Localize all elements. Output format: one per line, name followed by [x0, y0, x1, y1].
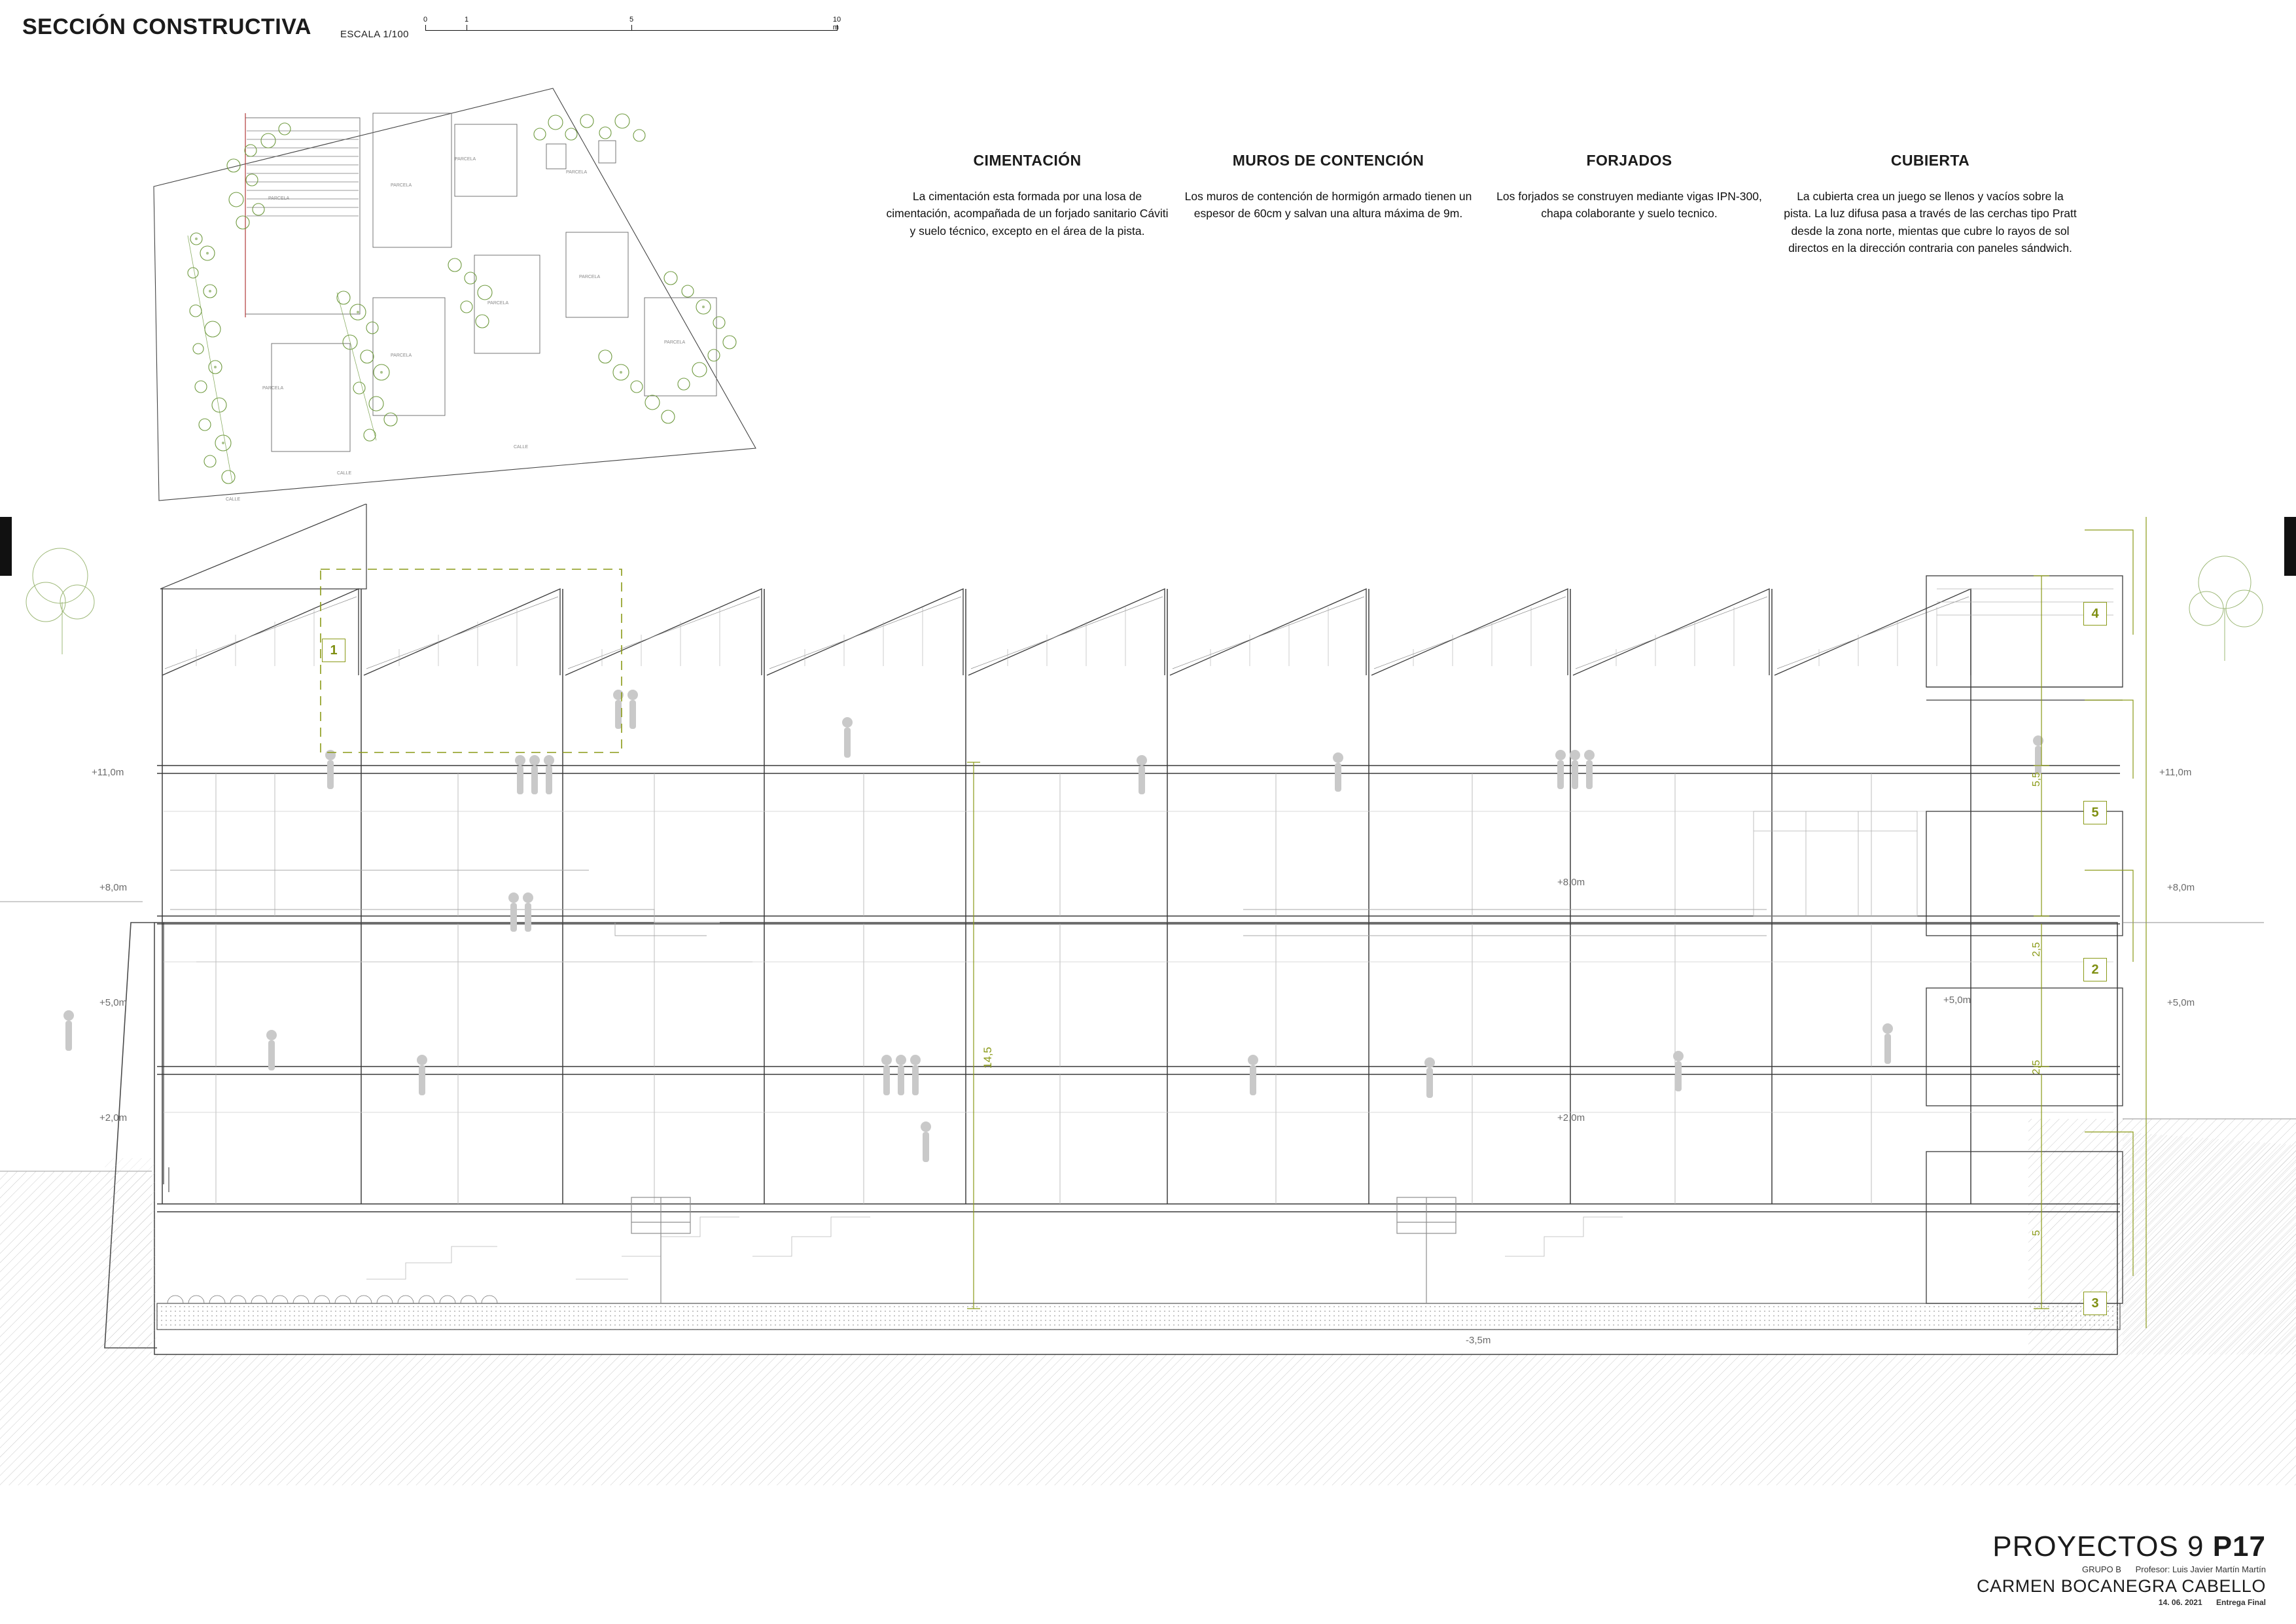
- footer-date: 14. 06. 2021: [2158, 1598, 2202, 1607]
- level-inner-minus35: -3,5m: [1466, 1335, 1491, 1346]
- heading-cubierta: CUBIERTA: [1890, 152, 1970, 169]
- svg-text:PARCELA: PARCELA: [566, 170, 588, 175]
- level-left-5: +5,0m: [99, 997, 128, 1008]
- footer-author: CARMEN BOCANEGRA CABELLO: [1976, 1576, 2266, 1596]
- svg-text:PARCELA: PARCELA: [391, 353, 412, 358]
- detail-marker-1[interactable]: 1: [322, 639, 345, 662]
- site-plan: [147, 82, 788, 553]
- svg-text:PARCELA: PARCELA: [579, 275, 601, 279]
- level-right-8: +8,0m: [2167, 882, 2195, 893]
- level-inner-8: +8,0m: [1557, 877, 1585, 888]
- text-block-muros: [1184, 152, 1472, 222]
- heading-cimentacion: CIMENTACIÓN: [973, 152, 1082, 169]
- scale-label: ESCALA 1/100: [340, 29, 409, 40]
- scale-bar: [423, 16, 841, 35]
- footer-group: GRUPO B: [2082, 1564, 2121, 1574]
- text-block-cimentacion: [883, 152, 1171, 239]
- footer-project: PROYECTOS 9: [1992, 1530, 2204, 1562]
- body-cubierta: La cubierta crea un juego se llenos y vacíos sobre la pista. La luz difusa pasa a través de las cerchas tipo Pratt desde la zona norte, mientas que cubre lo rayos de sol directos en la dirección contraria con paneles sándwich.: [1784, 190, 2077, 255]
- scale-tick-1: 1: [464, 16, 469, 24]
- dimension-right-1: 5,5: [2031, 772, 2042, 787]
- dimension-right-4: 5: [2031, 1230, 2042, 1236]
- detail-marker-4[interactable]: 4: [2083, 602, 2107, 626]
- level-inner-5: +5,0m: [1943, 995, 1971, 1006]
- page-title: SECCIÓN CONSTRUCTIVA: [22, 14, 311, 39]
- heading-forjados: FORJADOS: [1586, 152, 1672, 169]
- detail-marker-5[interactable]: 5: [2083, 801, 2107, 824]
- detail-marker-2[interactable]: 2: [2083, 958, 2107, 981]
- svg-text:PARCELA: PARCELA: [487, 301, 509, 306]
- footer-project-line: [1977, 1530, 2266, 1563]
- svg-text:CALLE: CALLE: [337, 471, 352, 476]
- text-block-forjados: [1485, 152, 1773, 222]
- scale-tick-0: 0: [423, 16, 428, 24]
- footer-delivery: Entrega Final: [2216, 1598, 2266, 1607]
- footer-professor: Profesor: Luis Javier Martín Martín: [2135, 1564, 2266, 1574]
- svg-text:CALLE: CALLE: [514, 445, 529, 450]
- svg-text:PARCELA: PARCELA: [391, 183, 412, 188]
- detail-marker-3[interactable]: 3: [2083, 1292, 2107, 1315]
- title-block: [1977, 1530, 2266, 1607]
- body-cimentacion: La cimentación esta formada por una losa de cimentación, acompañada de un forjado sanitario Cáviti y suelo técnico, excepto en el área de la pista.: [886, 190, 1169, 238]
- body-muros: Los muros de contención de hormigón armado tienen un espesor de 60cm y salvan una altura máxima de 9m.: [1184, 190, 1472, 221]
- svg-text:PARCELA: PARCELA: [664, 340, 686, 345]
- dimension-right-2: 2,5: [2031, 942, 2042, 957]
- footer-group-line: [1977, 1564, 2266, 1574]
- svg-text:PARCELA: PARCELA: [268, 196, 290, 201]
- level-right-11: +11,0m: [2159, 767, 2192, 778]
- level-left-8: +8,0m: [99, 882, 128, 893]
- level-inner-2: +2,0m: [1557, 1112, 1585, 1123]
- scale-tick-5: 5: [629, 16, 634, 24]
- level-left-11: +11,0m: [92, 767, 124, 778]
- svg-text:PARCELA: PARCELA: [262, 386, 284, 391]
- level-right-5: +5,0m: [2167, 997, 2195, 1008]
- text-block-cubierta: [1783, 152, 2077, 256]
- svg-text:PARCELA: PARCELA: [455, 157, 476, 162]
- heading-muros: MUROS DE CONTENCIÓN: [1232, 152, 1424, 169]
- body-forjados: Los forjados se construyen mediante vigas IPN-300, chapa colaborante y suelo tecnico.: [1496, 190, 1762, 221]
- footer-sheet: P17: [2212, 1530, 2266, 1562]
- level-left-2: +2,0m: [99, 1112, 128, 1123]
- scale-tick-10: 10 m: [832, 16, 841, 31]
- footer-date-line: [1977, 1598, 2266, 1607]
- dimension-total-height: 14,5: [981, 1047, 994, 1069]
- dimension-right-3: 2,5: [2031, 1060, 2042, 1075]
- svg-text:CALLE: CALLE: [226, 497, 241, 502]
